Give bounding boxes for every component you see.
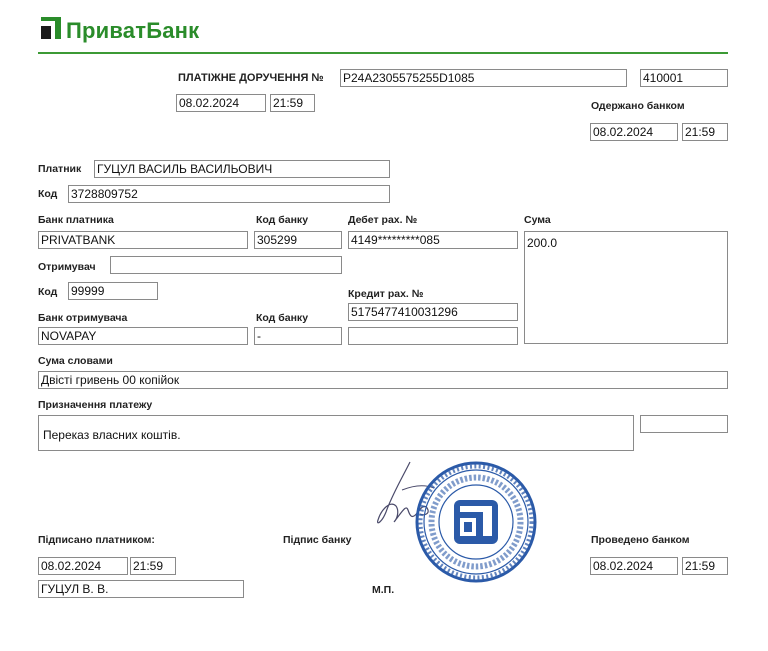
credit-label: Кредит рах. № [348, 288, 424, 300]
payer-bank-label: Банк платника [38, 214, 114, 226]
receiver-code-label: Код [38, 286, 58, 298]
bank-signature-label: Підпис банку [283, 534, 352, 546]
received-date-field: 08.02.2024 [590, 123, 678, 141]
processed-time-field: 21:59 [682, 557, 728, 575]
processed-date-field: 08.02.2024 [590, 557, 678, 575]
received-label: Одержано банком [591, 100, 685, 112]
bank-stamp-icon [414, 460, 538, 584]
sum-words-field: Двісті гривень 00 копійок [38, 371, 728, 389]
stamp-place-label: М.П. [372, 584, 395, 596]
receiver-bank-code-label: Код банку [256, 312, 309, 324]
header-divider [38, 52, 728, 54]
payer-label: Платник [38, 163, 82, 175]
payer-code-field: 3728809752 [68, 185, 390, 203]
doc-number-field: P24A2305575255D1085 [340, 69, 627, 87]
payer-bank-code-field: 305299 [254, 231, 342, 249]
signed-time-field: 21:59 [130, 557, 176, 575]
payer-short-name-field: ГУЦУЛ В. В. [38, 580, 244, 598]
purpose-label: Призначення платежу [38, 399, 153, 411]
payer-code-label: Код [38, 188, 58, 200]
purpose-field: Переказ власних коштів. [38, 415, 634, 451]
debit-label: Дебет рах. № [348, 214, 418, 226]
doc-time-field: 21:59 [270, 94, 315, 112]
credit-extra-field [348, 327, 518, 345]
receiver-code-field: 99999 [68, 282, 158, 300]
received-time-field: 21:59 [682, 123, 728, 141]
receiver-bank-label: Банк отримувача [38, 312, 128, 324]
signed-by-payer-label: Підписано платником: [38, 534, 155, 546]
sum-field: 200.0 [524, 231, 728, 344]
bank-name: ПриватБанк [66, 18, 200, 43]
credit-account-field: 5175477410031296 [348, 303, 518, 321]
receiver-name-field [110, 256, 342, 274]
purpose-side-field [640, 415, 728, 433]
processed-by-bank-label: Проведено банком [591, 534, 690, 546]
doc-code-field: 410001 [640, 69, 728, 87]
receiver-bank-code-field: - [254, 327, 342, 345]
doc-date-field: 08.02.2024 [176, 94, 266, 112]
payer-bank-field: PRIVATBANK [38, 231, 248, 249]
doc-title: ПЛАТІЖНЕ ДОРУЧЕННЯ № [178, 72, 324, 84]
signed-date-field: 08.02.2024 [38, 557, 128, 575]
payer-name-field: ГУЦУЛ ВАСИЛЬ ВАСИЛЬОВИЧ [94, 160, 390, 178]
sum-label: Сума [524, 214, 551, 226]
logo-mark-icon [40, 16, 62, 42]
receiver-label: Отримувач [38, 261, 96, 273]
debit-account-field: 4149*********085 [348, 231, 518, 249]
sum-words-label: Сума словами [38, 355, 113, 367]
receiver-bank-field: NOVAPAY [38, 327, 248, 345]
payer-bank-code-label: Код банку [256, 214, 309, 226]
